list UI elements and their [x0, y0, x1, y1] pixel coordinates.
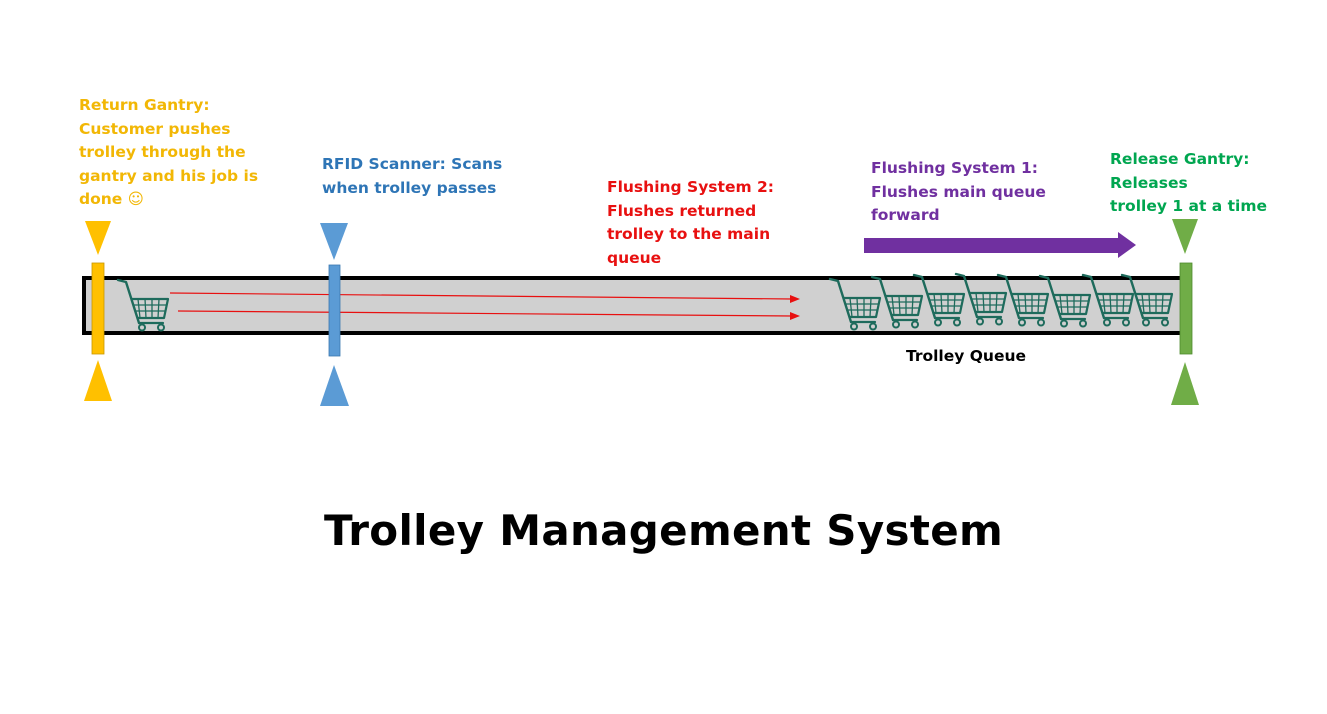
rfid-scanner-label: RFID Scanner: Scans when trolley passes	[322, 155, 503, 197]
trolley-queue-label: Trolley Queue	[905, 347, 1027, 365]
release-gantry-label: Release Gantry: Releases trolley 1 at a time	[1110, 150, 1268, 215]
return-gantry-label: Return Gantry: Customer pushes trolley through the gantry and his job is done ☺	[79, 96, 259, 208]
flushing-system-2-label: Flushing System 2: Flushes returned trolley to the main queue	[607, 178, 774, 267]
page-title: Trolley Management System	[323, 506, 1004, 555]
flushing-system-1-arrow	[864, 232, 1136, 258]
flushing-system-1-label: Flushing System 1: Flushes main queue forward	[871, 159, 1046, 224]
